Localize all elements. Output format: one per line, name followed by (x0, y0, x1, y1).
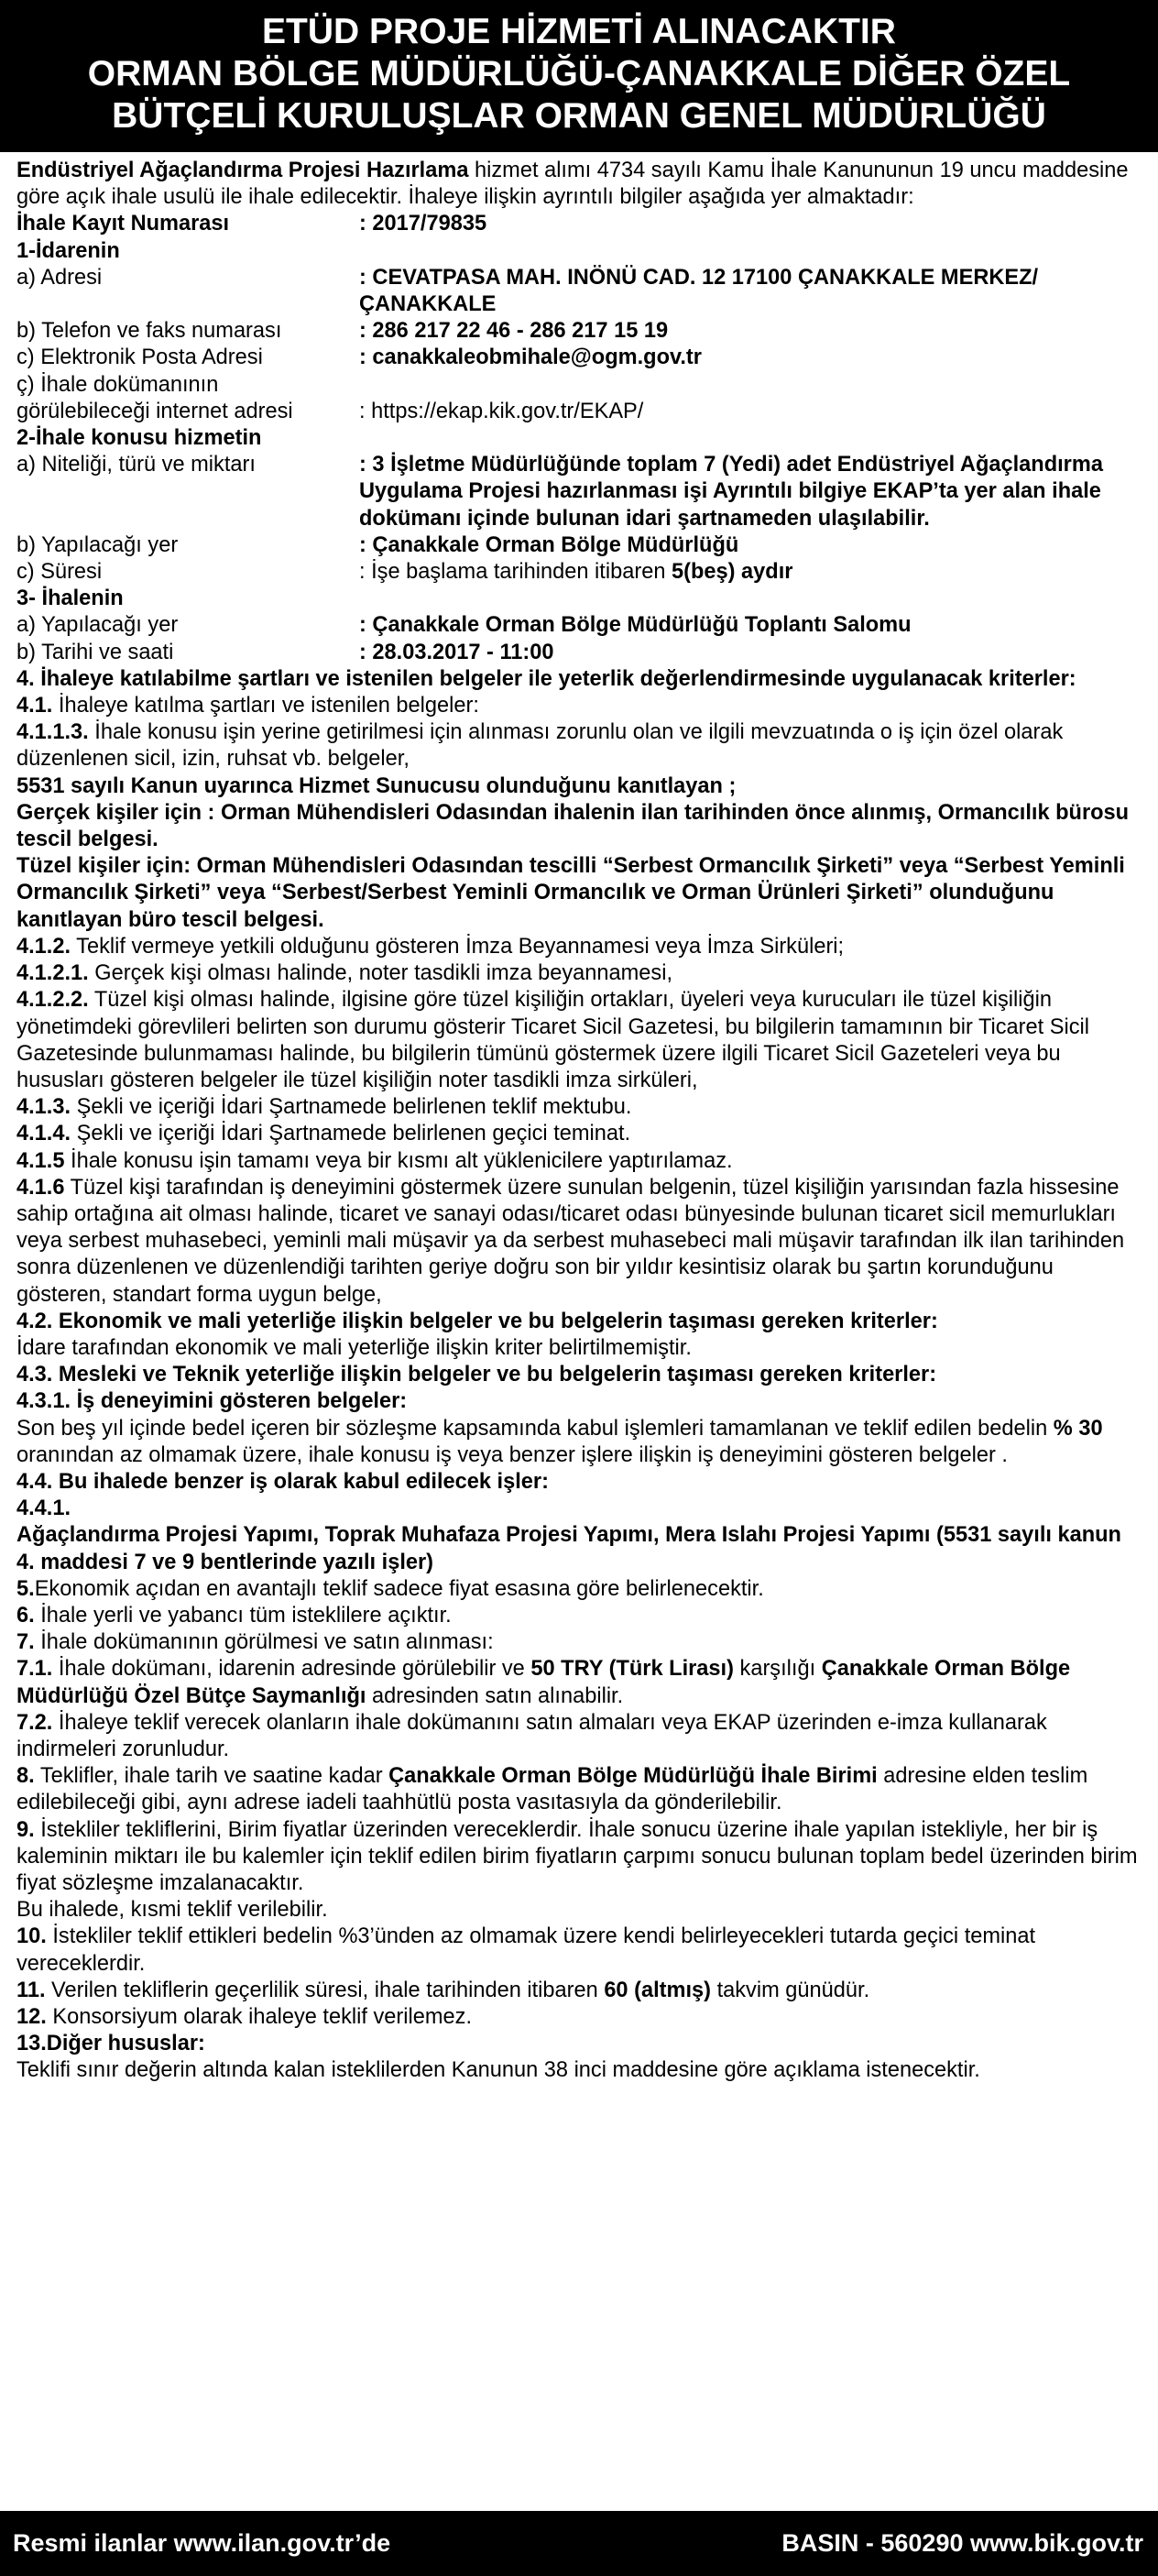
section-10 (16, 1924, 1145, 1977)
tender-heading: 3- İhalenin (16, 586, 124, 611)
section-number: 6. (16, 1603, 35, 1628)
section-text: oranından az olmamak üzere, ihale konusu iş veya benzer işlere ilişkin iş deneyimini gösteren belgeler . (16, 1442, 1008, 1467)
admin-heading: 1-İdarenin (16, 238, 120, 263)
admin-email-value: : canakkaleobmihale@ogm.gov.tr (359, 345, 702, 370)
announcement-body (16, 158, 1145, 2085)
footer-left: Resmi ilanlar www.ilan.gov.tr’de (13, 2529, 391, 2557)
section-text: takvim günüdür. (711, 1978, 870, 2002)
admin-email-label: c) Elektronik Posta Adresi (16, 345, 263, 370)
section-7-1 (16, 1656, 1145, 1709)
subject-nature-label: a) Niteliği, türü ve miktarı (16, 453, 256, 477)
section-4-heading: 4. İhaleye katılabilme şartları ve istenilen belgeler ile yeterlik değerlendirmesinde uygulanacak kriterler: (16, 666, 1076, 691)
admin-doc-row (16, 399, 1145, 425)
subject-duration-value (359, 559, 1145, 586)
section-number: 4.1.2.2. (16, 988, 89, 1013)
section-text: İhale konusu işin yerine getirilmesi için alınması zorunlu olan ve ilgili mevzuatında o iş için özel olarak düzenlenen sicil, izin, ruhsat vb. belgeler, (16, 720, 1064, 772)
law-5531-line: 5531 sayılı Kanun uyarınca Hizmet Sunucusu olunduğunu kanıtlayan ; (16, 773, 737, 798)
section-number: 7. (16, 1630, 35, 1655)
admin-doc-value: : https://ekap.kik.gov.tr/EKAP/ (359, 399, 644, 423)
natural-persons-line: Gerçek kişiler için : Orman Mühendisleri Odasından ihalenin ilan tarihinden önce alınmış, Ormancılık bürosu tescil belgesi. (16, 800, 1130, 852)
section-text: Ekonomik açıdan en avantajlı teklif sadece fiyat esasına göre belirlenecektir. (34, 1576, 764, 1601)
section-4-4-heading: 4.4. Bu ihalede benzer iş olarak kabul edilecek işler: (16, 1469, 549, 1494)
tender-date-value: : 28.03.2017 - 11:00 (359, 640, 554, 664)
admin-doc-label-2: görülebileceği internet adresi (16, 399, 293, 423)
section-9 (16, 1817, 1145, 1898)
section-4-1-2-2 (16, 987, 1145, 1094)
section-text: İhale dokümanı, idarenin adresinde görülebilir ve (52, 1657, 531, 1682)
fee-emphasis: 50 TRY (Türk Lirası) (530, 1657, 734, 1682)
section-4-4-1-number: 4.4.1. (16, 1496, 71, 1521)
section-text: Gerçek kişi olması halinde, noter tasdikli imza beyannamesi, (88, 961, 673, 986)
section-4-1-3 (16, 1094, 1145, 1121)
section-number: 4.1. (16, 694, 53, 718)
admin-phone-value: : 286 217 22 46 - 286 217 15 19 (359, 319, 669, 344)
announcement-footer (0, 2511, 1158, 2576)
section-text: İhale dokümanının görülmesi ve satın alınması: (34, 1630, 494, 1655)
section-11 (16, 1978, 1145, 2004)
section-4-1-2 (16, 934, 1145, 960)
section-9-extra: Bu ihalede, kısmi teklif verilebilir. (16, 1898, 328, 1923)
tender-place-row (16, 612, 1145, 639)
legal-persons-line: Tüzel kişiler için: Orman Mühendisleri Odasından tescilli “Serbest Ormancılık Şirketi” veya “Serbest Yeminli Ormancılık Şirketi” veya “Serbest/Serbest Yeminli Ormancılık ve Orman Ürünleri Şirketi” olunduğunu kanıtlayan büro tescil belgesi. (16, 854, 1125, 932)
section-number: 5. (16, 1576, 35, 1601)
section-number: 10. (16, 1924, 47, 1949)
admin-address-label: a) Adresi (16, 265, 103, 290)
section-text: adresinden satın alınabilir. (366, 1683, 624, 1708)
tender-place-value: : Çanakkale Orman Bölge Müdürlüğü Toplantı Salomu (359, 613, 912, 638)
section-4-1-2-1 (16, 960, 1145, 987)
section-4-3-heading: 4.3. Mesleki ve Teknik yeterliğe ilişkin belgeler ve bu belgelerin taşıması gereken kriterler: (16, 1363, 937, 1387)
section-text: Teklif vermeye yetkili olduğunu gösteren İmza Beyannamesi veya İmza Sirküleri; (71, 934, 845, 959)
subject-duration-label: c) Süresi (16, 560, 103, 585)
subject-place-value: : Çanakkale Orman Bölge Müdürlüğü (359, 532, 739, 557)
admin-address-value: : CEVATPASA MAH. INÖNÜ CAD. 12 17100 ÇANAKKALE MERKEZ/ÇANAKKALE (359, 265, 1039, 317)
percentage-emphasis: % 30 (1053, 1416, 1103, 1441)
intro-text: hizmet alımı 4734 sayılı Kamu İhale Kanununun 19 uncu maddesine göre açık ihale usulü ile ihale edilecektir. İhaleye ilişkin ayrıntılı bilgiler aşağıda yer almaktadır: (16, 159, 1129, 210)
admin-phone-label: b) Telefon ve faks numarası (16, 319, 282, 344)
announcement-header (0, 0, 1158, 152)
office-emphasis: Çanakkale Orman Bölge Müdürlüğü Özel Bütçe Saymanlığı (16, 1657, 1071, 1708)
registry-label: İhale Kayıt Numarası (16, 212, 230, 236)
subject-duration-emphasis: 5(beş) aydır (672, 560, 793, 585)
section-text: Konsorsiyum olarak ihaleye teklif verilemez. (46, 2005, 473, 2030)
section-8 (16, 1763, 1145, 1816)
tender-date-row (16, 640, 1145, 666)
section-13-heading: 13.Diğer hususlar: (16, 2032, 205, 2056)
section-number: 4.1.6 (16, 1175, 65, 1200)
footer-right: BASIN - 560290 www.bik.gov.tr (781, 2529, 1143, 2557)
section-7-2 (16, 1710, 1145, 1763)
registry-value: : 2017/79835 (359, 212, 487, 236)
admin-doc-label-1: ç) İhale dokümanının (16, 372, 219, 397)
section-number: 4.1.2.1. (16, 961, 89, 986)
admin-email-row (16, 345, 1145, 371)
section-4-2-heading: 4.2. Ekonomik ve mali yeterliğe ilişkin belgeler ve bu belgelerin taşıması gereken kriterler: (16, 1309, 938, 1333)
section-4-1-1-3 (16, 719, 1145, 773)
tender-date-label: b) Tarihi ve saati (16, 640, 174, 664)
tender-place-label: a) Yapılacağı yer (16, 613, 179, 638)
section-4-1-6 (16, 1175, 1145, 1309)
subject-heading: 2-İhale konusu hizmetin (16, 426, 262, 451)
section-text: İhale yerli ve yabancı tüm isteklilere açıktır. (34, 1603, 452, 1628)
section-text: Son beş yıl içinde bedel içeren bir sözleşme kapsamında kabul işlemleri tamamlanan ve teklif edilen bedelin (16, 1416, 1054, 1441)
section-text: İhaleye katılma şartları ve istenilen belgeler: (52, 694, 479, 718)
section-4-3-1-text (16, 1416, 1145, 1469)
section-number: 4.1.3. (16, 1095, 71, 1120)
section-5 (16, 1576, 1145, 1603)
section-number: 4.1.1.3. (16, 720, 89, 745)
section-text: Tüzel kişi tarafından iş deneyimini göstermek üzere sunulan belgenin, tüzel kişiliğin yarısından fazla hissesine sahip ortağına ait olması halinde, ticaret ve sanayi odası/ticaret odası bünyesinde bulunan ticaret sicil memurlukları veya serbest muhasebeci, yeminli mali müşavir ya da serbest muhasebeci mali müşavir tarafından ilk ilan tarihinden sonra düzenlenen ve düzenlendiği tarihten geriye doğru son bir yıldır kesintisiz olarak bu şartın korunduğunu gösteren, standart forma uygun belge, (16, 1175, 1125, 1307)
section-4-4-1-text: Ağaçlandırma Projesi Yapımı, Toprak Muhafaza Projesi Yapımı, Mera Islahı Projesi Yapımı (5531 sayılı kanun 4. maddesi 7 ve 9 bentlerinde yazılı işler) (16, 1523, 1121, 1574)
section-4-2-text: İdare tarafından ekonomik ve mali yeterliğe ilişkin kriter belirtilmemiştir. (16, 1335, 692, 1360)
office-emphasis: Çanakkale Orman Bölge Müdürlüğü İhale Birimi (388, 1764, 878, 1789)
section-number: 7.1. (16, 1657, 53, 1682)
section-text: Tüzel kişi olması halinde, ilgisine göre tüzel kişiliğin ortakları, üyeleri veya kurucuları ile tüzel kişiliğin yönetimdeki görevlileri belirten son durumu gösterir Ticaret Sicil Gazetesi, bu bilgilerin tamamının bir Ticaret Sicil Gazetesinde bulunmaması halinde, bu bilgilerin tümünü göstermek üzere ilgili Ticaret Sicil Gazeteleri veya bu hususları gösteren belgeler ile tüzel kişiliğin noter tasdikli imza sirküleri, (16, 988, 1089, 1092)
section-4-1-5 (16, 1148, 1145, 1175)
section-4-3-1-heading: 4.3.1. İş deneyimini gösteren belgeler: (16, 1389, 408, 1414)
subject-place-label: b) Yapılacağı yer (16, 532, 179, 557)
section-12 (16, 2004, 1145, 2031)
subject-duration-text: : İşe başlama tarihinden itibaren (359, 560, 672, 585)
section-text: İstekliler teklif ettikleri bedelin %3’ünden az olmamak üzere kendi belirleyecekleri tutarda geçici teminat vereceklerdir. (16, 1924, 1036, 1976)
section-text: Teklifler, ihale tarih ve saatine kadar (34, 1764, 389, 1789)
section-text: İhaleye teklif verecek olanların ihale dokümanını satın almaları veya EKAP üzerinden e-imza kullanarak indirmeleri zorunludur. (16, 1710, 1047, 1761)
subject-duration-row (16, 559, 1145, 586)
subject-nature-value: : 3 İşletme Müdürlüğünde toplam 7 (Yedi) adet Endüstriyel Ağaçlandırma Uygulama Projesi hazırlanması işi Ayrıntılı bilgiye EKAP’ta yer alan ihale dokümanı içinde bulunan idari şartnameden ulaşılabilir. (359, 453, 1103, 531)
subject-nature-row (16, 452, 1145, 532)
section-7 (16, 1629, 1145, 1656)
section-text: Şekli ve içeriği İdari Şartnamede belirlenen geçici teminat. (71, 1122, 631, 1146)
header-line-1: ETÜD PROJE HİZMETİ ALINACAKTIR (262, 12, 896, 51)
section-4-1 (16, 693, 1145, 719)
section-text: İstekliler tekliflerini, Birim fiyatlar üzerinden vereceklerdir. İhale sonucu üzerine ihale yapılan istekliyle, her bir iş kaleminin miktarı ile bu kalemler için teklif edilen birim fiyatların çarpımı sonucu bulunan toplam bedel üzerinden birim fiyat sözleşme imzalanacaktır. (16, 1817, 1138, 1895)
section-text: karşılığı (733, 1657, 822, 1682)
section-number: 4.1.4. (16, 1122, 71, 1146)
section-number: 8. (16, 1764, 35, 1789)
section-text: Verilen tekliflerin geçerlilik süresi, ihale tarihinden itibaren (45, 1978, 605, 2002)
header-line-2: ORMAN BÖLGE MÜDÜRLÜĞÜ-ÇANAKKALE DİĞER ÖZEL (87, 54, 1071, 93)
section-number: 4.1.2. (16, 934, 71, 959)
section-text: Şekli ve içeriği İdari Şartnamede belirlenen teklif mektubu. (71, 1095, 632, 1120)
section-number: 9. (16, 1817, 35, 1842)
registry-row (16, 211, 1145, 237)
section-4-1-4 (16, 1121, 1145, 1147)
header-line-3: BÜTÇELİ KURULUŞLAR ORMAN GENEL MÜDÜRLÜĞÜ (112, 96, 1046, 136)
section-13-text: Teklifi sınır değerin altında kalan isteklilerden Kanunun 38 inci maddesine göre açıklama istenecektir. (16, 2058, 980, 2083)
intro-title: Endüstriyel Ağaçlandırma Projesi Hazırlama (16, 159, 469, 182)
section-number: 4.1.5 (16, 1148, 65, 1173)
section-number: 12. (16, 2005, 47, 2030)
section-text: adresine elden teslim edilebileceği gibi, aynı adrese iadeli taahhütlü posta vasıtasıyla da gönderilebilir. (16, 1764, 1088, 1815)
validity-emphasis: 60 (altmış) (604, 1978, 712, 2002)
intro-paragraph (16, 158, 1145, 211)
section-6 (16, 1603, 1145, 1629)
admin-address-row (16, 265, 1145, 318)
section-text: İhale konusu işin tamamı veya bir kısmı alt yüklenicilere yaptırılamaz. (64, 1148, 733, 1173)
subject-place-row (16, 532, 1145, 559)
section-number: 7.2. (16, 1710, 53, 1735)
section-number: 11. (16, 1978, 46, 2002)
admin-phone-row (16, 318, 1145, 345)
